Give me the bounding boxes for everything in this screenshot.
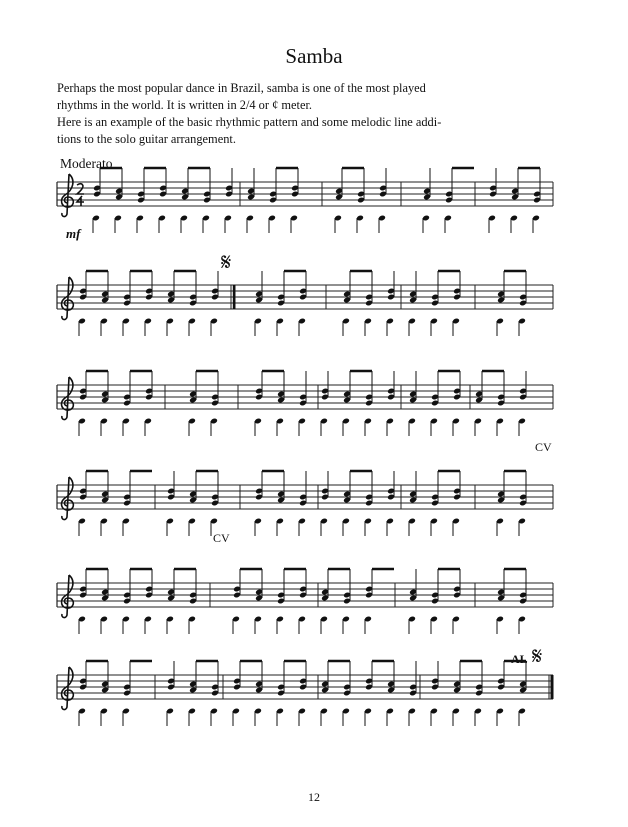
page-title: Samba: [285, 44, 343, 68]
intro-line: Perhaps the most popular dance in Brazil, samba is one of the most played: [57, 81, 426, 95]
time-sig-2: [77, 184, 84, 194]
page-number: 12: [308, 790, 320, 804]
barre-marking: CV: [213, 531, 230, 545]
dynamic-marking: mf: [66, 226, 81, 241]
treble-clef: [62, 477, 74, 520]
segno-sign: 𝄋: [532, 644, 543, 670]
intro-line: tions to the solo guitar arrangement.: [57, 132, 236, 146]
treble-clef: [62, 377, 74, 420]
treble-clef: [62, 667, 74, 710]
intro-line: rhythms in the world. It is written in 2/4 or ¢ meter.: [57, 98, 313, 112]
time-sig-4: [77, 196, 84, 206]
barre-marking: CV: [535, 440, 552, 454]
al-segno-text: AL: [511, 652, 528, 666]
treble-clef: [62, 575, 74, 618]
treble-clef: [62, 174, 74, 217]
tempo-marking: Moderato: [60, 156, 113, 171]
treble-clef: [62, 277, 74, 320]
intro-line: Here is an example of the basic rhythmic pattern and some melodic line addi-: [57, 115, 442, 129]
segno-sign: 𝄋: [221, 250, 232, 276]
